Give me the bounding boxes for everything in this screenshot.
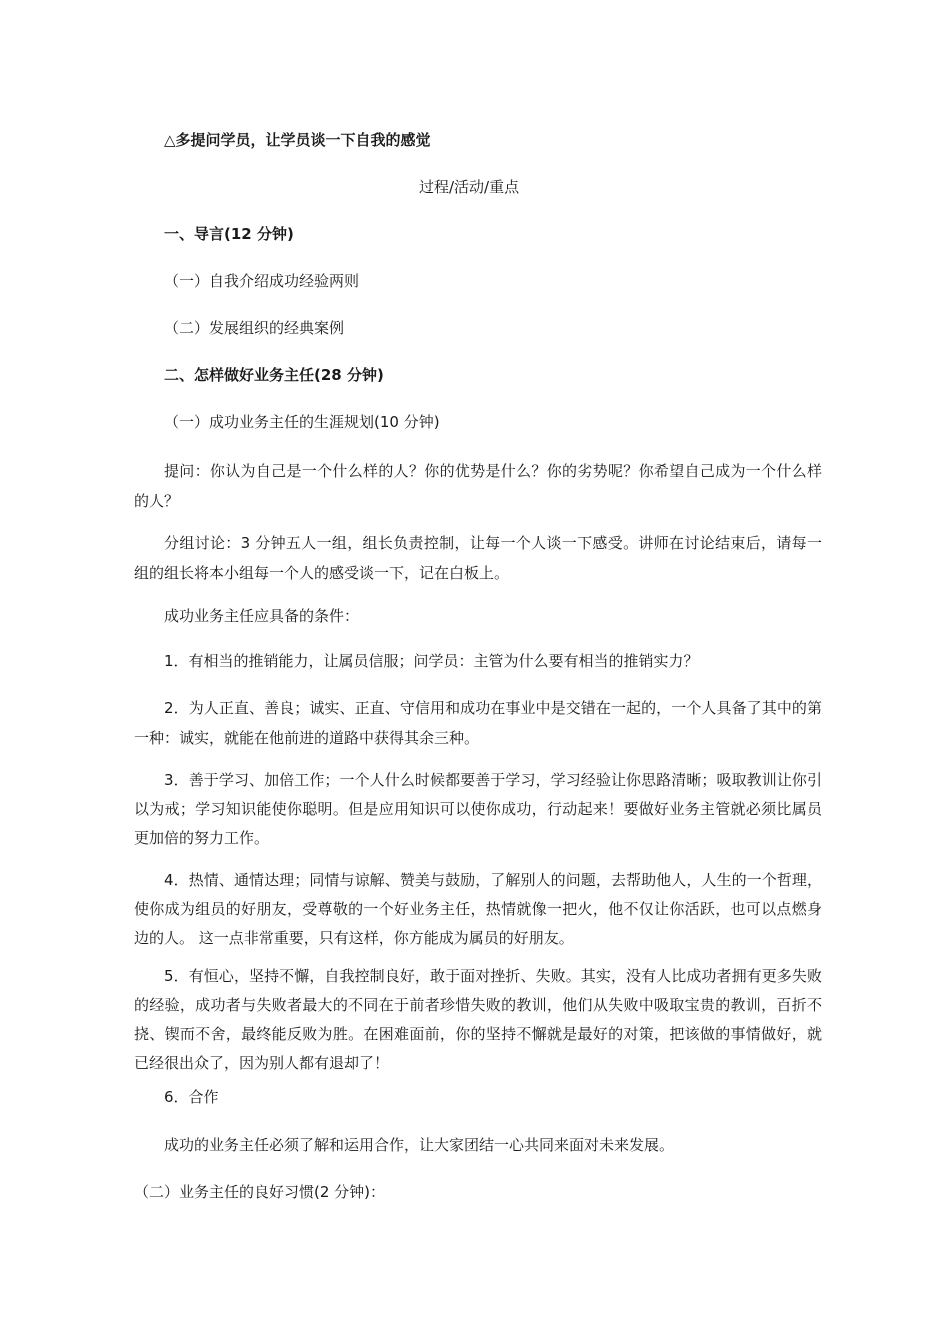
section-1-title: 一、导言(12 分钟) (164, 225, 294, 243)
condition-4: 4．热情、通情达理；同情与谅解、赞美与鼓励，了解别人的问题，去帮助他人，人生的一个哲理，使你成为组员的好朋友，受尊敬的一个好业务主任，热情就像一把火，他不仅让你活跃，也可以点燃身边的人。 这一点非常重要，只有这样，你方能成为属员的好朋友。 (134, 871, 822, 947)
note-line: △多提问学员，让学员谈一下自我的感觉 (164, 131, 431, 149)
question-paragraph: 提问：你认为自己是一个什么样的人？你的优势是什么？你的劣势呢？你希望自己成为一个什么样的人？ (134, 462, 822, 510)
section-1-item-1: （一）自我介绍成功经验两则 (164, 272, 360, 290)
condition-5: 5．有恒心，坚持不懈，自我控制良好，敢于面对挫折、失败。其实，没有人比成功者拥有更多失败的经验，成功者与失败者最大的不同在于前者珍惜失败的教训，他们从失败中吸取宝贵的教训，百折不挠、锲而不舍，最终能反败为胜。在困难面前，你的坚持不懈就是最好的对策，把该做的事情做好，就已经很出众了，因为别人都有退却了！ (134, 967, 822, 1072)
conditions-intro: 成功业务主任应具备的条件： (164, 607, 360, 625)
section-2-subtitle-1: （一）成功业务主任的生涯规划(10 分钟) (164, 413, 440, 431)
condition-6: 6．合作 (164, 1088, 219, 1106)
section-2-title: 二、怎样做好业务主任(28 分钟) (164, 366, 384, 384)
discussion-paragraph: 分组讨论：3 分钟五人一组，组长负责控制，让每一个人谈一下感受。讲师在讨论结束后，请每一组的组长将本小组每一个人的感受谈一下，记在白板上。 (134, 534, 822, 582)
cooperation-line: 成功的业务主任必须了解和运用合作，让大家团结一心共同来面对未来发展。 (164, 1136, 675, 1154)
section-1-item-2: （二）发展组织的经典案例 (164, 319, 345, 337)
condition-3: 3．善于学习、加倍工作；一个人什么时候都要善于学习，学习经验让你思路清晰；吸取教训让你引以为戒；学习知识能使你聪明。但是应用知识可以使你成功，行动起来！要做好业务主管就必须比属员更加倍的努力工作。 (134, 771, 822, 847)
condition-1: 1．有相当的推销能力，让属员信服；问学员：主管为什么要有相当的推销实力？ (164, 652, 699, 670)
condition-2: 2．为人正直、善良；诚实、正直、守信用和成功在事业中是交错在一起的，一个人具备了其中的第一种：诚实，就能在他前进的道路中获得其余三种。 (134, 699, 822, 747)
header-line: 过程/活动/重点 (419, 178, 520, 196)
section-2-subtitle-2: （二）业务主任的良好习惯(2 分钟)： (134, 1183, 386, 1201)
